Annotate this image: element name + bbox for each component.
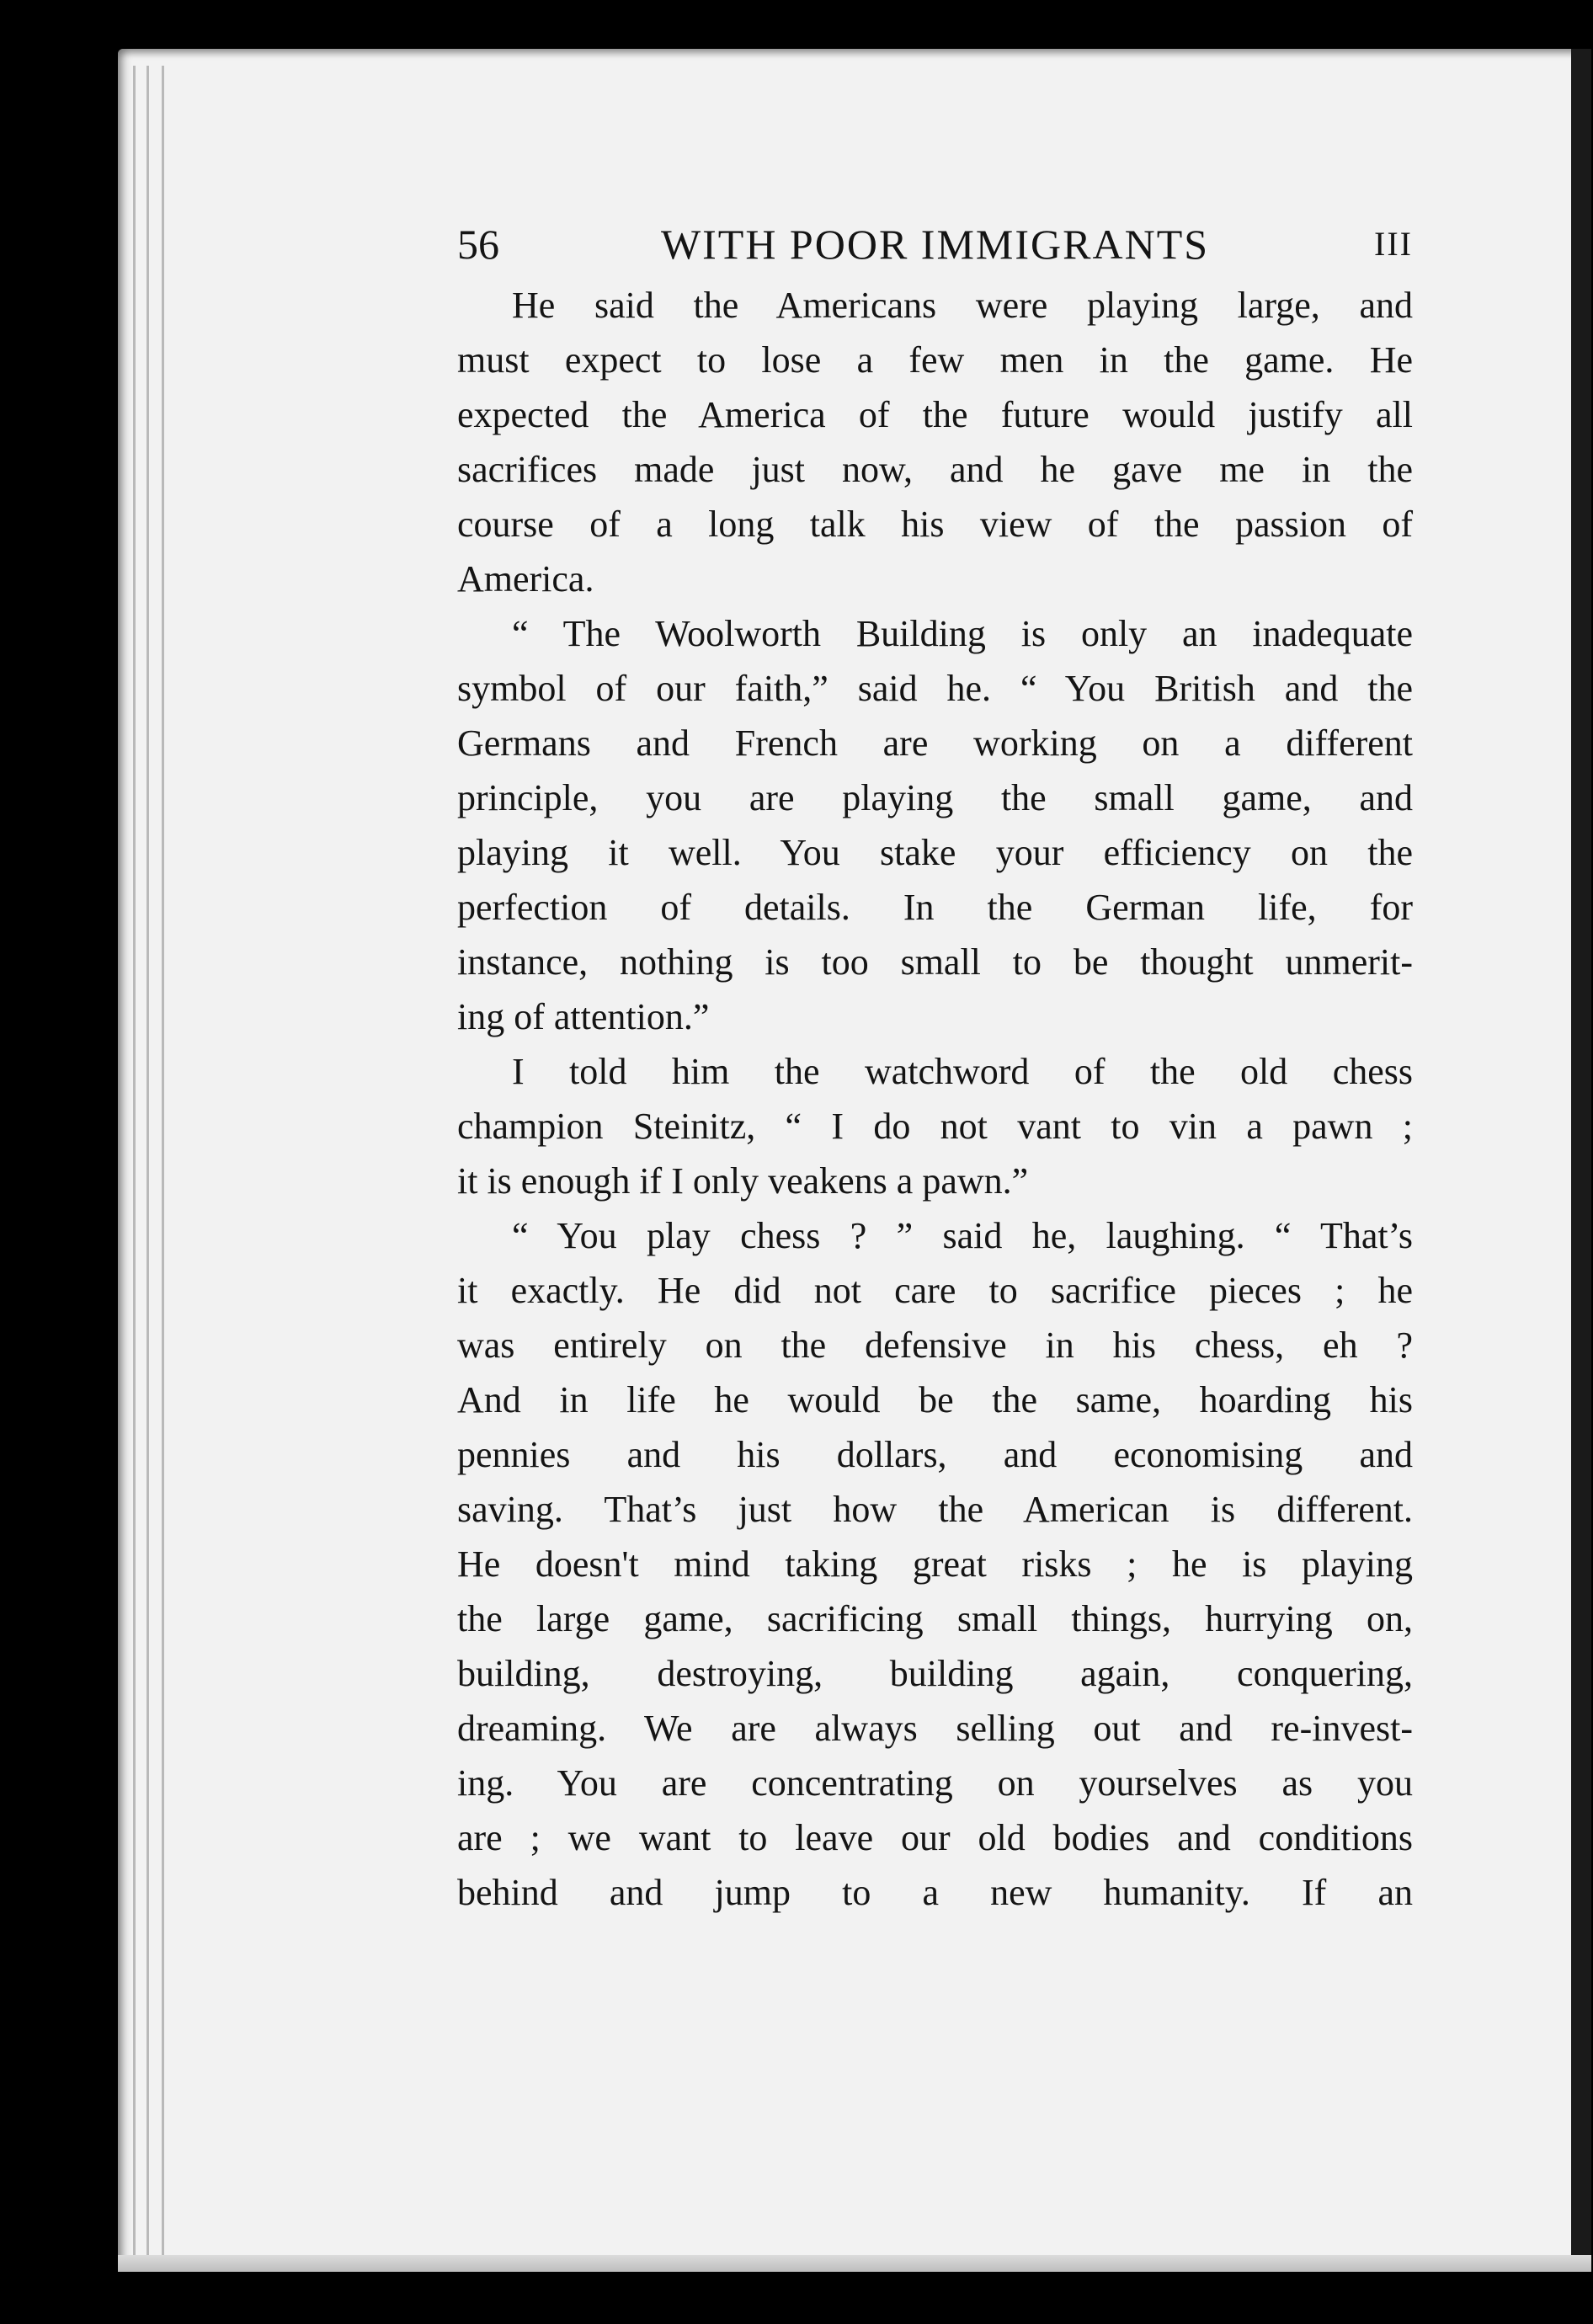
text-line: “ The Woolworth Building is only an inadequate (512, 613, 1413, 654)
text-line: champion Steinitz, “ I do not vant to vin a pawn ; (457, 1106, 1413, 1147)
text-line: instance, nothing is too small to be thought unmerit- (457, 941, 1413, 983)
binding-edge-line (162, 66, 164, 2272)
page-bottom-edge (118, 2255, 1591, 2272)
text-line: dreaming. We are always selling out and re-invest- (457, 1708, 1413, 1749)
text-line: building, destroying, building again, conquering, (457, 1653, 1413, 1694)
page-right-shadow (1571, 49, 1591, 2272)
text-line: expected the America of the future would justify all (457, 394, 1413, 435)
page-number: 56 (457, 221, 499, 268)
text-line: behind and jump to a new humanity. If an (457, 1872, 1413, 1913)
text-line: ing of attention.” (457, 996, 710, 1037)
text-line: “ You play chess ? ” said he, laughing. “ That’s (512, 1215, 1413, 1256)
text-line: must expect to lose a few men in the game. He (457, 339, 1413, 381)
text-line: And in life he would be the same, hoarding his (457, 1379, 1413, 1421)
text-line: course of a long talk his view of the passion of (457, 504, 1413, 545)
text-line: the large game, sacrificing small things, hurrying on, (457, 1598, 1413, 1639)
text-line: it is enough if I only veakens a pawn.” (457, 1160, 1029, 1202)
text-line: perfection of details. In the German life, for (457, 887, 1413, 928)
running-title: WITH POOR IMMIGRANTS (660, 221, 1210, 268)
text-line: are ; we want to leave our old bodies and conditions (457, 1817, 1413, 1858)
text-line: He said the Americans were playing large, and (512, 285, 1413, 326)
chapter-number: III (1374, 225, 1413, 263)
text-line: was entirely on the defensive in his chess, eh ? (457, 1325, 1413, 1366)
text-line: symbol of our faith,” said he. “ You British and the (457, 668, 1413, 709)
binding-edge-line (133, 66, 136, 2272)
text-line: I told him the watchword of the old chess (512, 1051, 1413, 1092)
text-line: saving. That’s just how the American is different. (457, 1489, 1413, 1530)
text-line: principle, you are playing the small game, and (457, 777, 1413, 818)
binding-edge-line (147, 66, 149, 2272)
text-line: Germans and French are working on a different (457, 722, 1413, 764)
text-line: it exactly. He did not care to sacrifice pieces ; he (457, 1270, 1413, 1311)
text-line: He doesn't mind taking great risks ; he is playing (457, 1543, 1413, 1585)
text-line: pennies and his dollars, and economising and (457, 1434, 1413, 1475)
text-line: playing it well. You stake your efficiency on the (457, 832, 1413, 873)
text-line: America. (457, 558, 594, 600)
text-line: ing. You are concentrating on yourselves as you (457, 1762, 1413, 1804)
running-header (457, 211, 1413, 278)
text-line: sacrifices made just now, and he gave me in the (457, 449, 1413, 490)
page-content (457, 211, 1413, 1920)
body-text (457, 278, 1413, 1920)
